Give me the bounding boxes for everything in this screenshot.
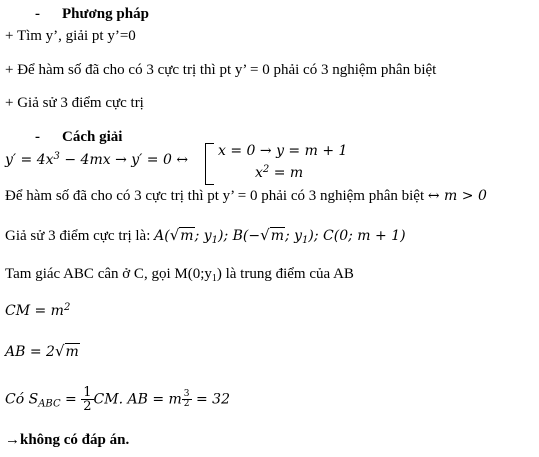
triangle-text-2: ) là trung điểm của AB — [216, 266, 354, 282]
sqrt: √m — [54, 342, 79, 360]
method-step-2: + Để hàm số đã cho có 3 cực trị thì pt y’ = 0 phải có 3 nghiệm phân biệt — [5, 62, 437, 78]
critical-points-line — [5, 226, 406, 245]
condition-text: Để hàm số đã cho có 3 cực trị thì pt y’ = 0 phải có 3 nghiệm phân biệt — [5, 188, 428, 204]
radicand: m — [270, 228, 284, 244]
numerator: 1 — [83, 385, 92, 400]
method-heading — [5, 5, 149, 23]
system-row-2-base: x — [255, 165, 263, 181]
condition-math: ↔ m > 0 — [427, 188, 487, 204]
solution-heading-text: Cách giải — [62, 129, 123, 145]
conclusion: →không có đáp án. — [5, 432, 130, 448]
derivative-equation — [5, 151, 188, 169]
denominator: 2 — [83, 399, 92, 414]
radicand: m — [180, 228, 194, 244]
subscript: 1 — [211, 235, 219, 246]
points-text: Giả sử 3 điểm cực trị là: — [5, 228, 155, 244]
system-row-2 — [255, 165, 303, 181]
point-b-close: ; y — [284, 228, 303, 244]
area-rest: CM. AB = m — [93, 391, 182, 408]
method-heading-text: Phương pháp — [62, 6, 149, 22]
area-result: = 32 — [191, 391, 230, 408]
triangle-text: Tam giác ABC cân ở C, gọi M(0;y — [5, 266, 212, 282]
sqrt: √m — [260, 226, 284, 244]
exponent: 2 — [262, 164, 270, 175]
point-b-end: ); C(0; m + 1) — [308, 228, 406, 244]
point-a-open: A( — [154, 228, 170, 244]
subscript: 1 — [302, 235, 309, 246]
triangle-line — [5, 265, 354, 283]
derivative-lhs: y′ = 4x — [5, 152, 54, 168]
derivative-mid: − 4mx → y′ = 0 ↔ — [59, 152, 189, 168]
exponent-fraction — [182, 390, 192, 409]
solution-heading — [5, 128, 122, 146]
radicand: m — [65, 344, 79, 360]
ab-equation — [5, 342, 80, 361]
method-step-3: + Giả sử 3 điểm cực trị — [5, 95, 144, 111]
dash-bullet: - — [35, 6, 40, 22]
condition-line — [5, 187, 487, 205]
dash-bullet: - — [35, 129, 40, 145]
point-a-close: ; y — [194, 228, 212, 244]
cm-equation — [5, 302, 70, 320]
method-step-1: + Tìm y’, giải pt y’=0 — [5, 28, 136, 44]
system-row-2-rest: = m — [269, 165, 304, 181]
exponent: 3 — [53, 151, 60, 162]
system-bracket — [205, 143, 214, 185]
points-math — [154, 228, 405, 244]
area-co: Có S — [5, 391, 39, 408]
numerator: 3 — [183, 388, 190, 399]
point-a-end: ); B(− — [218, 228, 261, 244]
area-eq: = — [60, 391, 82, 408]
subscript: 1 — [211, 273, 217, 284]
denominator: 2 — [183, 398, 190, 409]
cm-lhs: CM = m — [5, 303, 64, 319]
sqrt: √m — [169, 226, 194, 244]
area-equation — [5, 386, 230, 413]
exponent: 2 — [63, 302, 71, 313]
fraction-half — [81, 386, 93, 413]
system-row-1: x = 0 → y = m + 1 — [218, 143, 348, 159]
subscript: ABC — [38, 398, 61, 410]
ab-lhs: AB = 2 — [5, 344, 55, 360]
